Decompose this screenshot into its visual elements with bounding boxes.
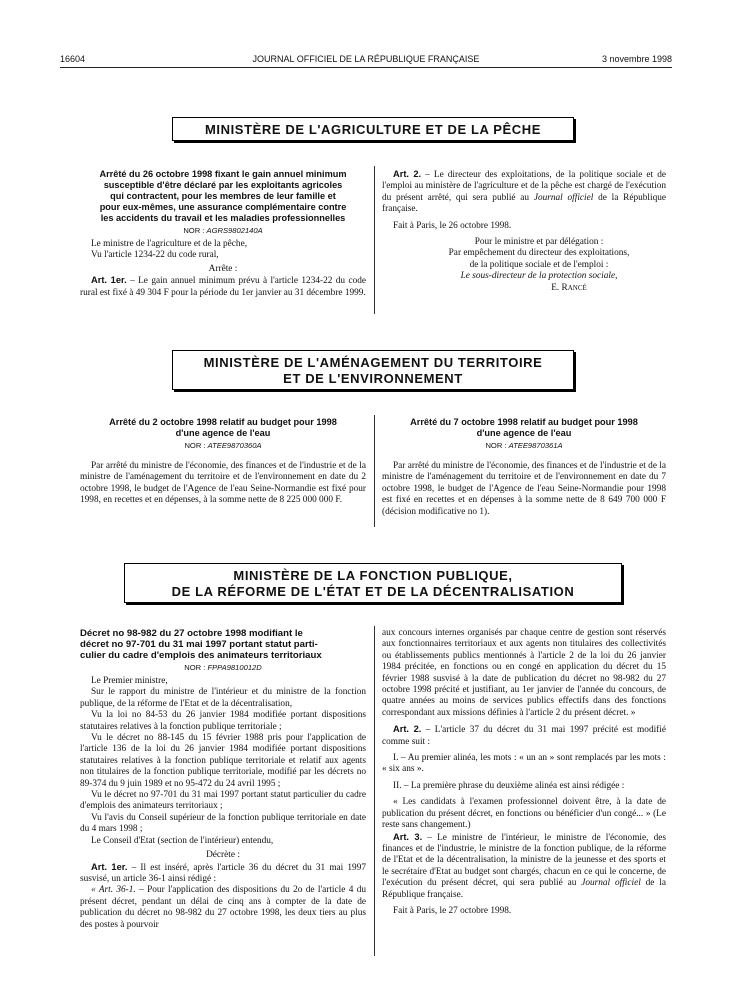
- signature-line: Le sous-directeur de la protection sociale,: [460, 271, 618, 282]
- nor-reference: NOR : ATEE9870361A: [485, 441, 563, 450]
- column-divider: [374, 626, 375, 956]
- signature-line: de la politique sociale et de l'emploi :: [469, 259, 609, 270]
- ministry-box-agriculture: [172, 117, 574, 141]
- arrete-label: Arrête :: [208, 263, 238, 274]
- paragraph: Vu l'avis du Conseil supérieur de la fonction publique territoriale en date du 4 mars 1998 ;: [80, 812, 366, 835]
- paragraph: Par arrêté du ministre de l'économie, des finances et de l'industrie et de la ministre de l'aménagement du territoire et de l'environnement en date du 2 octobre 1998, le budget de l'Agence de l'eau Seine-Normandie est fixé pour 1998, en recettes et en dépenses, à la somme nette de 8 225 000 000 F.: [80, 461, 366, 506]
- quoted-text: « Les candidats à l'examen professionnel doivent être, à la date de publication du présent décret, en fonctions ou bénéficier d'un congé... » (Le reste sans changement.): [382, 797, 666, 831]
- ministry-title-line2: DE LA RÉFORME DE L'ÉTAT ET DE LA DÉCENTRALISATION: [171, 584, 575, 599]
- signatory-name: E. Rancé: [551, 282, 587, 293]
- ministry-box-fonction-publique: [124, 563, 622, 603]
- signature-line: Pour le ministre et par délégation :: [474, 237, 604, 248]
- paragraph: Le ministre de l'agriculture et de la pêche,: [91, 239, 248, 249]
- ministry-title-line1: MINISTÈRE DE LA FONCTION PUBLIQUE,: [233, 568, 513, 583]
- paragraph: Par arrêté du ministre de l'économie, des finances et de l'industrie et de la ministre de l'aménagement du territoire et de l'environnement en date du 7 octobre 1998, le budget de l'Agence de l'eau Seine-Normandie pour 1998 est fixé en recettes et en dépenses à la somme nette de 8 649 700 000 F (décision modificative no 1).: [382, 461, 666, 517]
- paragraph: Vu le décret no 88-145 du 15 février 1988 pris pour l'application de l'article 136 de la loi du 26 janvier 1984 modifiée portant dispositions statutaires relatives à la fonction publique territoriale et relatif aux agents non titulaires de la fonction publique territoriale, modifié par les décrets no 89-374 du 9 juin 1989 et no 95-472 du 24 avril 1995 ;: [80, 733, 366, 789]
- ministry-box-amenagement: [172, 350, 574, 390]
- header-rule: [60, 67, 672, 68]
- nor-reference: NOR : ATEE9870360A: [184, 441, 262, 450]
- issue-date: 3 novembre 1998: [601, 54, 672, 64]
- arrete-gain-annuel-continued: [382, 169, 666, 294]
- nor-reference: NOR : FPPA9810012D: [184, 663, 262, 672]
- ministry-title: MINISTÈRE DE L'AGRICULTURE ET DE LA PÊCHE: [204, 122, 542, 137]
- article-2: Art. 2. – L'article 37 du décret du 31 mai 1997 précité est modifié comme suit :: [382, 724, 666, 747]
- paragraph: Sur le rapport du ministre de l'intérieur et du ministre de la fonction publique, de la réforme de l'Etat et de la décentralisation,: [80, 687, 366, 709]
- column-divider: [374, 415, 375, 527]
- ministry-title-line2: ET DE L'ENVIRONNEMENT: [283, 371, 463, 386]
- decret-98-982-continued: [382, 628, 666, 917]
- paragraph: aux concours internes organisés par chaque centre de gestion sont réservés aux fonctionnaires territoriaux et aux agents non titulaires des collectivités ou établissements publics mentionnés à l'article 2 de la loi du 26 janvier 1984 précitée, en fonctions ou en congé en application du décret du 15 février 1988 susvisé à la date de publication du décret no 98-982 du 27 octobre 1998 précité et justifiant, au 1er janvier de l'année du concours, de quatre années au moins de services publics effectifs dans des fonctions correspondant aux missions définies à l'article 2 du présent décret. »: [382, 628, 666, 718]
- decrete-label: Décrète :: [206, 850, 240, 861]
- article-2: Art. 2. – Le directeur des exploitations, de la politique sociale et de l'emploi au ministère de l'agriculture et de la pêche est chargé de l'exécution du présent arrêté, qui sera publié au Journal officiel de la République française.: [382, 169, 666, 215]
- paragraph-i: I. – Au premier alinéa, les mots : « un an » sont remplacés par les mots : « six ans ».: [382, 753, 666, 775]
- article-3: Art. 3. – Le ministre de l'intérieur, le ministre de l'économie, des finances et de l'industrie, le ministre de la fonction publique, de la réforme de l'Etat et de la décentralisation, la ministre de la jeunesse et des sports et le secrétaire d'Etat au budget sont chargés, chacun en ce qui le concerne, de l'exécution du présent décret, qui sera publié au Journal officiel de la République française.: [382, 831, 666, 900]
- column-divider: [374, 166, 375, 314]
- paragraph: Vu l'article 1234-22 du code rural,: [91, 250, 219, 261]
- paragraph: Le Conseil d'Etat (section de l'intérieur) entendu,: [91, 835, 274, 846]
- arrete-budget-2-octobre: [80, 417, 366, 507]
- article-36-1: « Art. 36-1. – Pour l'application des dispositions du 2o de l'article 4 du présent décret, pendant un délai de cinq ans à compter de la date de publication du décret no 98-982 du 27 octobre 1998, les deux tiers au plus des postes à pourvoir: [80, 885, 366, 930]
- signature-date: Fait à Paris, le 26 octobre 1998.: [393, 220, 512, 231]
- paragraph-ii: II. – La première phrase du deuxième alinéa est ainsi rédigée :: [393, 780, 625, 791]
- page-header: [60, 54, 672, 66]
- article-1: Art. 1er. – Il est inséré, après l'article 36 du décret du 31 mai 1997 susvisé, un article 36-1 ainsi rédigé :: [80, 861, 367, 884]
- decree-title: Décret no 98-982 du 27 octobre 1998 modifiant le décret no 97-701 du 31 mai 1997 portant statut parti- culier du cadre d'emplois des animateurs territoriaux: [80, 628, 322, 661]
- paragraph: Le Premier ministre,: [91, 676, 168, 686]
- decree-title: Arrêté du 7 octobre 1998 relatif au budget pour 1998 d'une agence de l'eau: [410, 417, 638, 438]
- arrete-budget-7-octobre: [382, 417, 666, 518]
- nor-reference: NOR : AGRS9802140A: [183, 226, 263, 235]
- article-1: Art. 1er. – Le gain annuel minimum prévu à l'article 1234-22 du code rural est fixé à 49 304 F pour la période du 1er janvier au 31 décembre 1999.: [80, 275, 367, 298]
- paragraph: Vu le décret no 97-701 du 31 mai 1997 portant statut particulier du cadre d'emplois des animateurs territoriaux ;: [80, 790, 366, 812]
- arrete-gain-annuel: [80, 169, 366, 299]
- signature-date: Fait à Paris, le 27 octobre 1998.: [393, 905, 512, 916]
- decree-title: Arrêté du 26 octobre 1998 fixant le gain annuel minimum susceptible d'être déclaré par les exploitants agricoles qui contractent, pour les membres de leur famille et pour eux-mêmes, une assurance complémentaire contre les accidents du travail et les maladies professionnelles: [99, 169, 347, 223]
- signature-line: Par empêchement du directeur des exploitations,: [448, 248, 630, 259]
- decret-98-982: [80, 628, 366, 931]
- page-number: 16604: [60, 54, 86, 64]
- journal-title: JOURNAL OFFICIEL DE LA RÉPUBLIQUE FRANÇAISE: [252, 54, 480, 64]
- paragraph: Vu la loi no 84-53 du 26 janvier 1984 modifiée portant dispositions statutaires relatives à la fonction publique territoriale ;: [80, 710, 366, 732]
- decree-title: Arrêté du 2 octobre 1998 relatif au budget pour 1998 d'une agence de l'eau: [109, 417, 337, 438]
- ministry-title-line1: MINISTÈRE DE L'AMÉNAGEMENT DU TERRITOIRE: [203, 355, 543, 370]
